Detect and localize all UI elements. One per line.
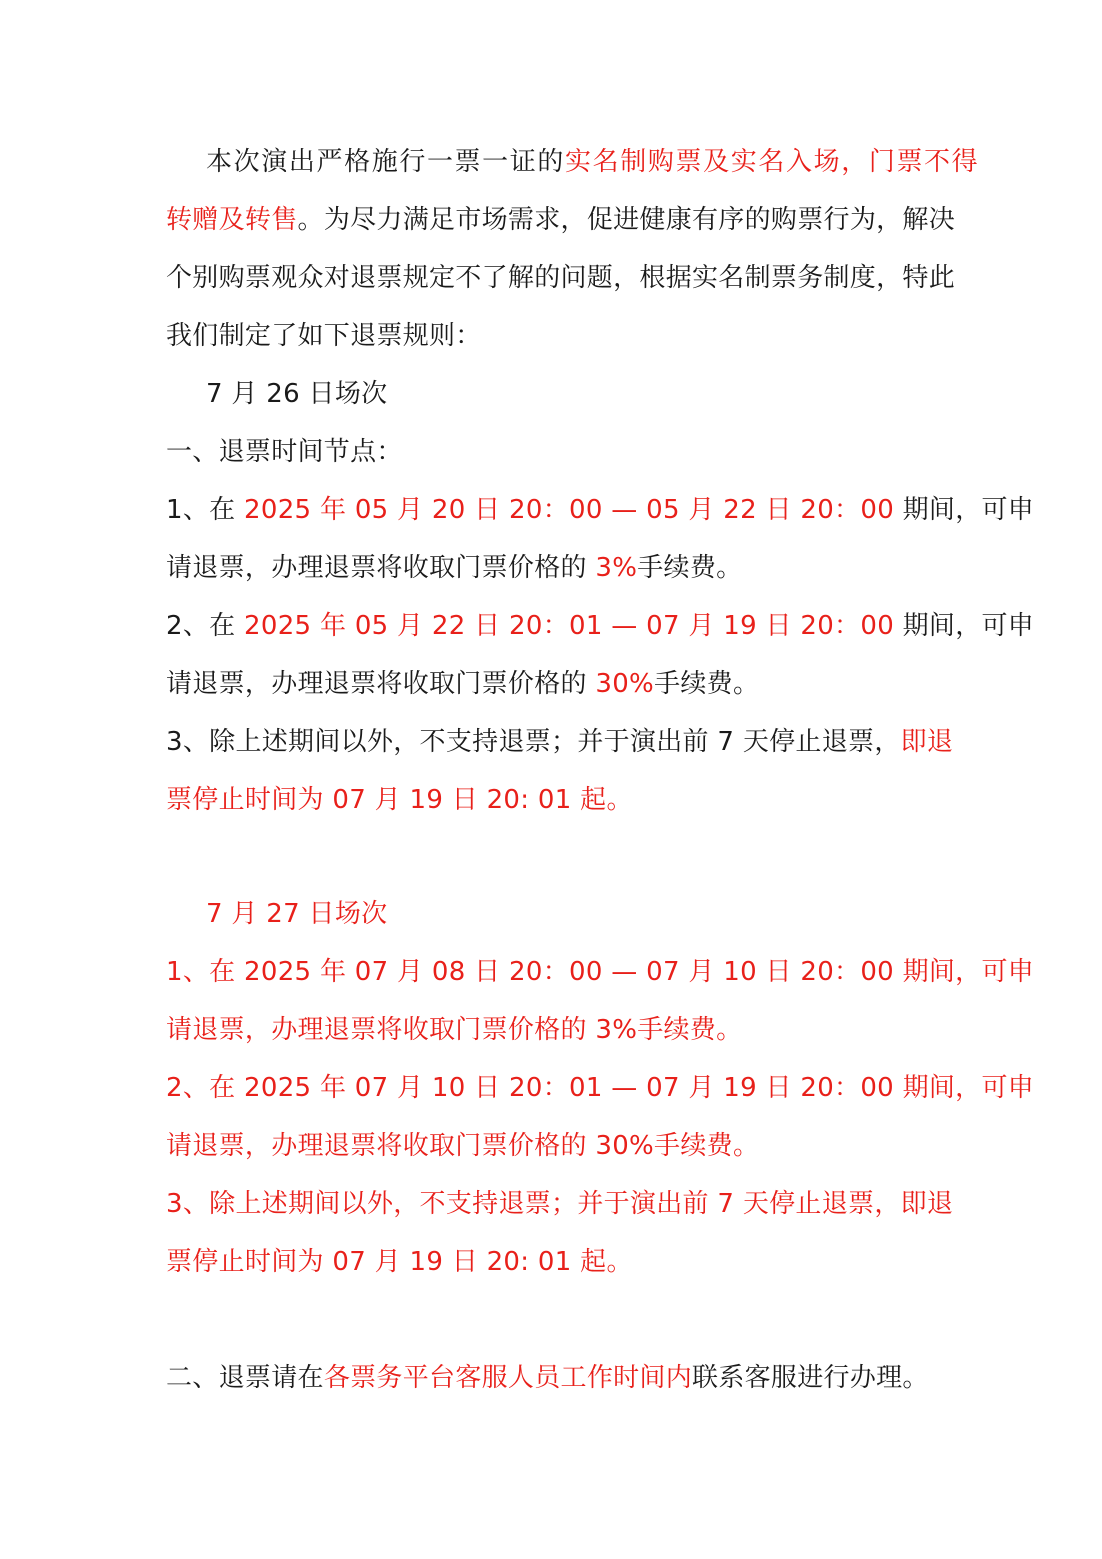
session-27-rule-2-line-2: 请退票，办理退票将收取门票价格的 30%手续费。 <box>166 1131 760 1161</box>
intro-line-1 <box>166 144 978 180</box>
session-27-rule-3-line-1: 3、除上述期间以外，不支持退票；并于演出前 7 天停止退票，即退 <box>166 1189 954 1219</box>
date-range: 2025 年 05 月 22 日 20：01 — 07 月 19 日 20：00 <box>244 611 895 641</box>
session-26-title: 7 月 26 日场次 <box>206 379 388 409</box>
intro-line-4 <box>166 318 938 354</box>
section-two-line: 二、退票请在各票务平台客服人员工作时间内联系客服进行办理。 <box>166 1363 929 1393</box>
intro-highlight: 转赠及转售 <box>166 205 298 235</box>
fee-rate: 3% <box>595 553 638 583</box>
session-27-rule-1-line-1: 1、在 2025 年 07 月 08 日 20：00 — 07 月 10 日 20：00 期间，可申 <box>166 957 1035 987</box>
session-27-rule-3-line-2: 票停止时间为 07 月 19 日 20: 01 起。 <box>166 1247 633 1277</box>
session-27-rule-1-line-2: 请退票，办理退票将收取门票价格的 3%手续费。 <box>166 1015 743 1045</box>
session-26-rule-2-line-1: 2、在 2025 年 05 月 22 日 20：01 — 07 月 19 日 20：00 期间，可申 <box>166 611 1035 641</box>
session-26-rule-2-line-2: 请退票，办理退票将收取门票价格的 30%手续费。 <box>166 669 760 699</box>
session-26-rule-1-line-2: 请退票，办理退票将收取门票价格的 3%手续费。 <box>166 553 743 583</box>
fee-rate: 30% <box>595 669 655 699</box>
intro-text: 本次演出严格施行一票一证的 <box>206 147 566 177</box>
session-26-rule-3-line-1: 3、除上述期间以外，不支持退票；并于演出前 7 天停止退票，即退 <box>166 727 954 757</box>
session-26-rule-1-line-1: 1、在 2025 年 05 月 20 日 20：00 — 05 月 22 日 20：00 期间，可申 <box>166 495 1035 525</box>
session-27-title: 7 月 27 日场次 <box>206 899 388 929</box>
intro-line-2 <box>166 202 956 238</box>
refund-time-heading: 一、退票时间节点： <box>166 437 403 467</box>
intro-line-3 <box>166 260 956 296</box>
intro-text: 。为尽力满足市场需求，促进健康有序的购票行为，解决 <box>297 205 956 235</box>
intro-highlight: 实名制购票及实名入场，门票不得 <box>565 147 978 177</box>
date-range: 2025 年 05 月 20 日 20：00 — 05 月 22 日 20：00 <box>244 495 895 525</box>
session-27-rule-2-line-1: 2、在 2025 年 07 月 10 日 20：01 — 07 月 19 日 20：00 期间，可申 <box>166 1073 1035 1103</box>
intro-text: 个别购票观众对退票规定不了解的问题，根据实名制票务制度，特此 <box>166 263 956 293</box>
intro-text: 我们制定了如下退票规则： <box>166 321 482 351</box>
stop-highlight: 即退 <box>900 727 954 757</box>
session-26-rule-3-line-2: 票停止时间为 07 月 19 日 20: 01 起。 <box>166 785 633 815</box>
service-hours-highlight: 各票务平台客服人员工作时间内 <box>323 1363 693 1393</box>
